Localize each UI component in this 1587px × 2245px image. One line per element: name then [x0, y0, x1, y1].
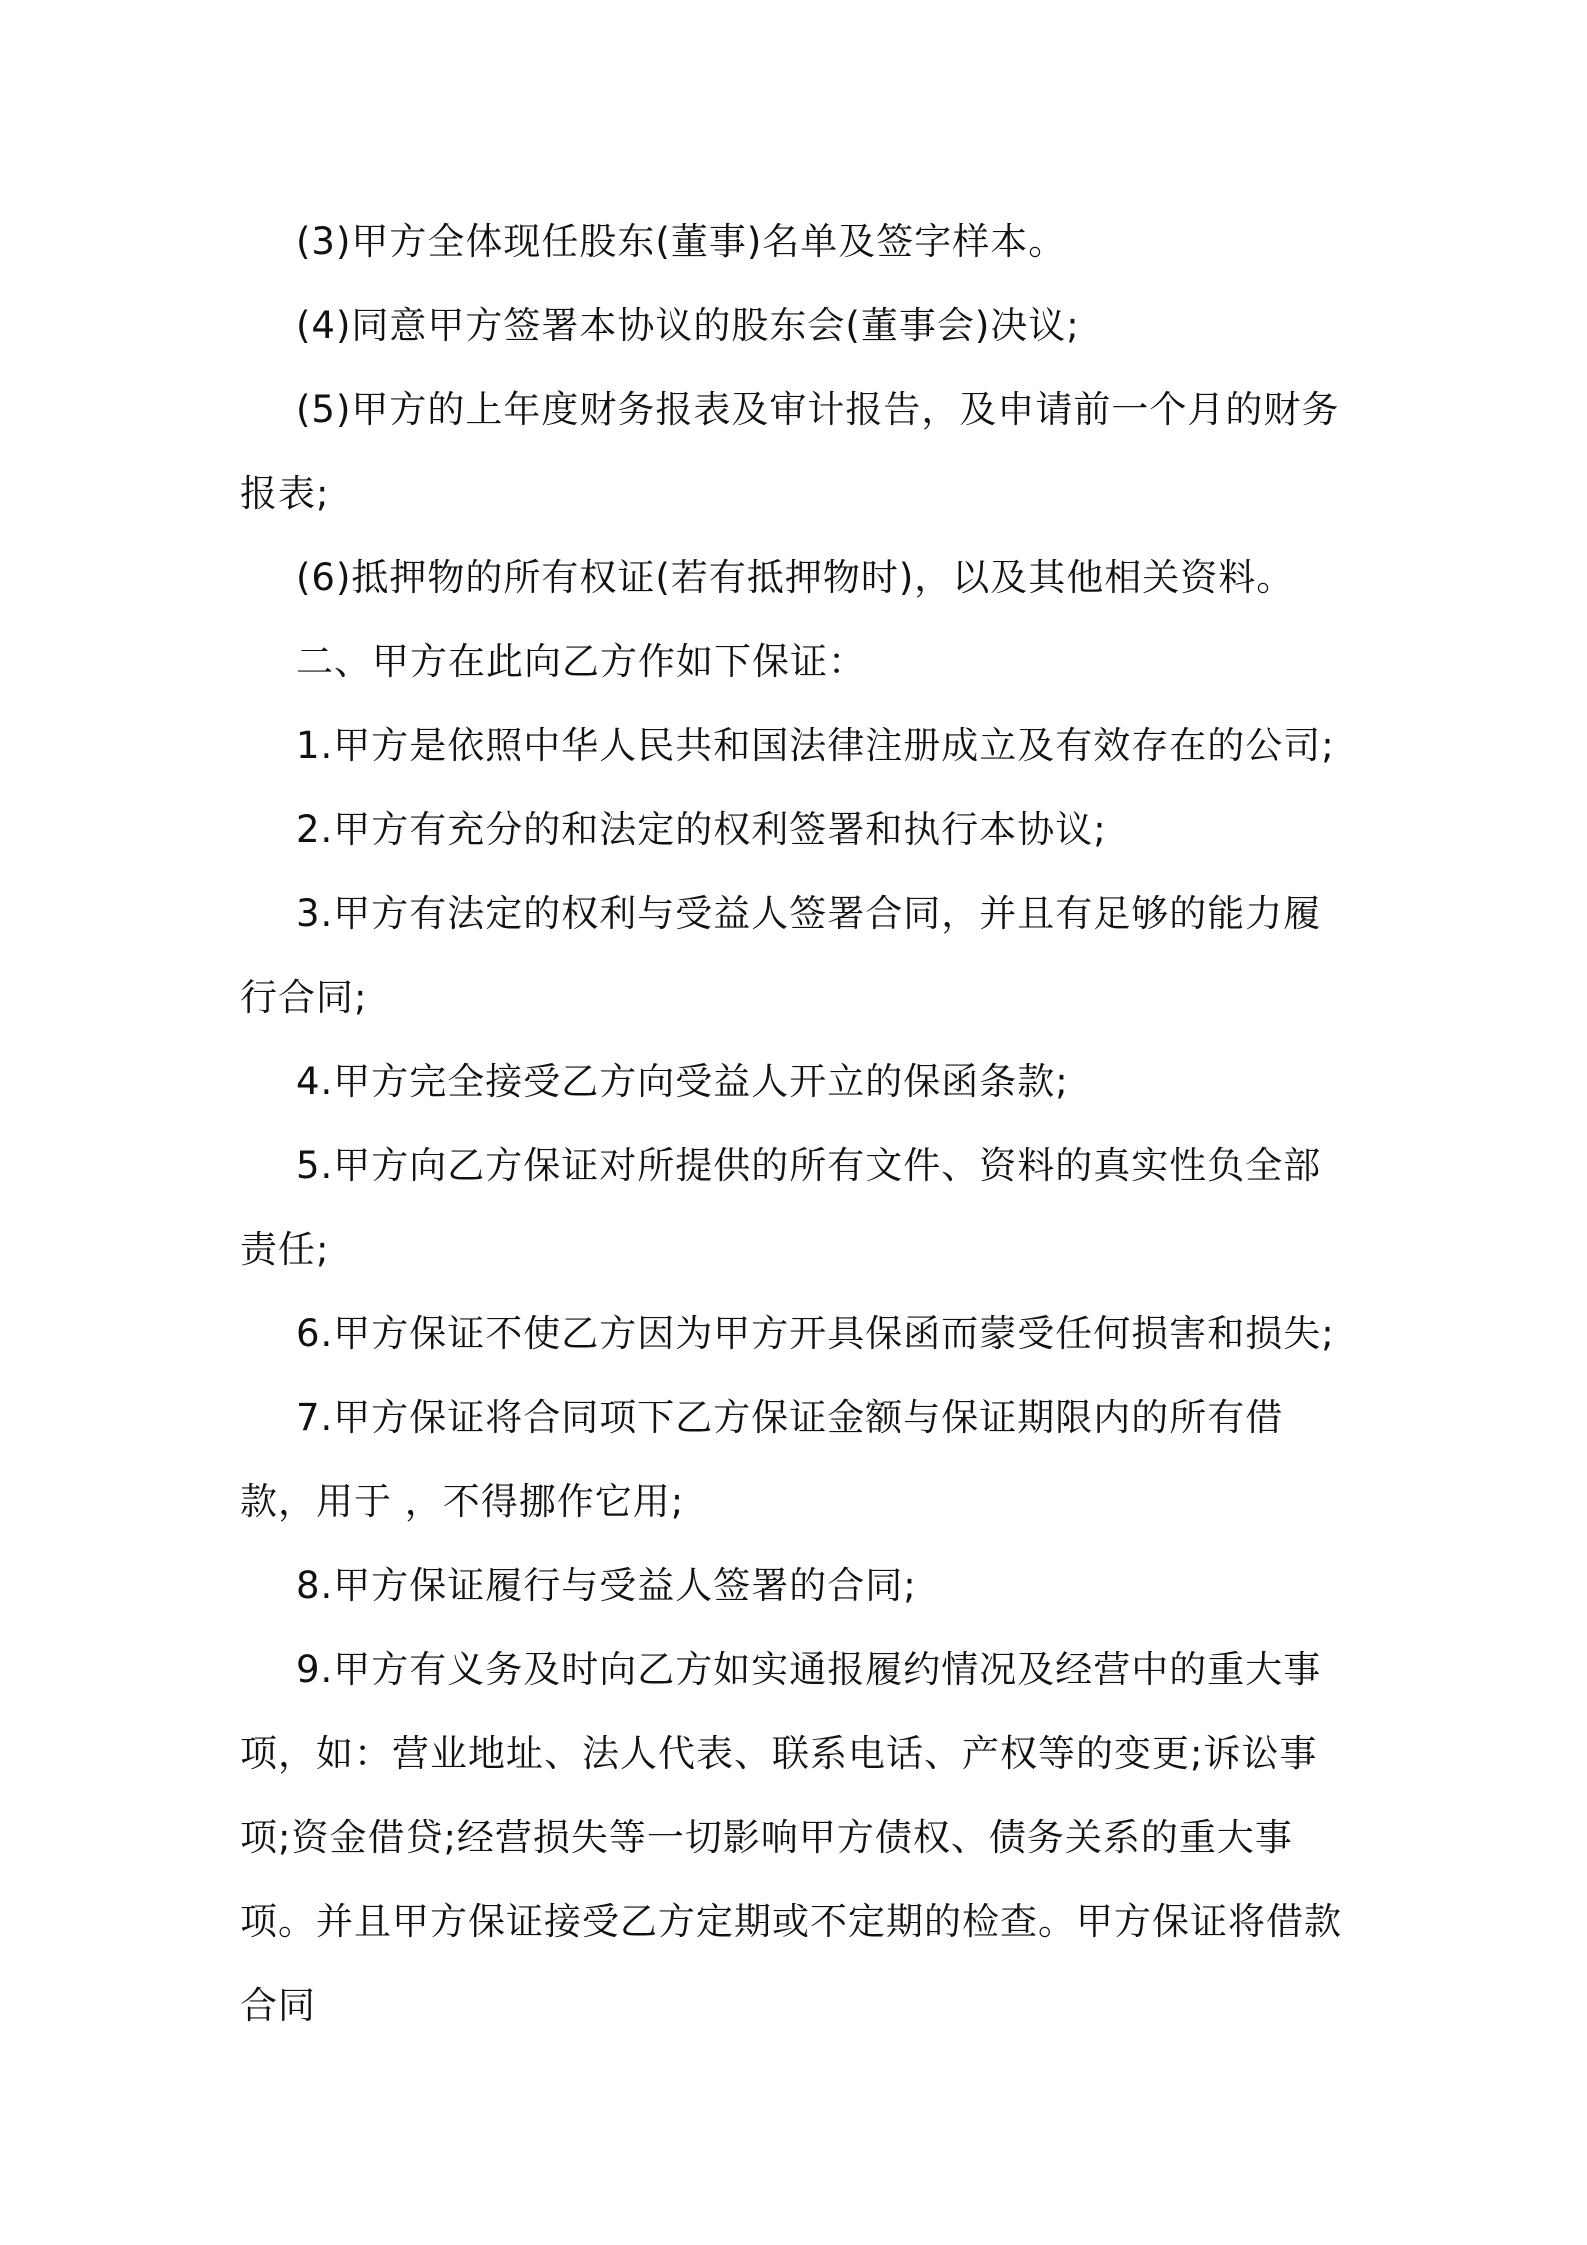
section-heading-2: 二、甲方在此向乙方作如下保证： [296, 640, 866, 683]
warranty-item-6: 6.甲方保证不使乙方因为甲方开具保函而蒙受任何损害和损失; [296, 1312, 1335, 1355]
paragraph-4: (4)同意甲方签署本协议的股东会(董事会)决议; [296, 304, 1080, 347]
warranty-item-2: 2.甲方有充分的和法定的权利签署和执行本协议; [296, 808, 1107, 851]
warranty-item-8: 8.甲方保证履行与受益人签署的合同; [296, 1564, 917, 1607]
warranty-item-4: 4.甲方完全接受乙方向受益人开立的保函条款; [296, 1060, 1069, 1103]
warranty-item-7: 7.甲方保证将合同项下乙方保证金额与保证期限内的所有借款，用于 ，不得挪作它用; [240, 1396, 1284, 1523]
warranty-item-9: 9.甲方有义务及时向乙方如实通报履约情况及经营中的重大事项，如：营业地址、法人代表、联系电话、产权等的变更;诉讼事项;资金借贷;经营损失等一切影响甲方债权、债务关系的重大事项。并且甲方保证接受乙方定期或不定期的检查。甲方保证将借款合同 [240, 1648, 1342, 2027]
paragraph-5: (5)甲方的上年度财务报表及审计报告，及申请前一个月的财务报表; [240, 388, 1340, 515]
warranty-item-1: 1.甲方是依照中华人民共和国法律注册成立及有效存在的公司; [296, 724, 1335, 767]
paragraph-3: (3)甲方全体现任股东(董事)名单及签字样本。 [296, 220, 1067, 263]
paragraph-6: (6)抵押物的所有权证(若有抵押物时)，以及其他相关资料。 [296, 556, 1295, 599]
document-body [240, 200, 1350, 2048]
warranty-item-5: 5.甲方向乙方保证对所提供的所有文件、资料的真实性负全部责任; [240, 1144, 1322, 1271]
warranty-item-3: 3.甲方有法定的权利与受益人签署合同，并且有足够的能力履行合同; [240, 892, 1322, 1019]
